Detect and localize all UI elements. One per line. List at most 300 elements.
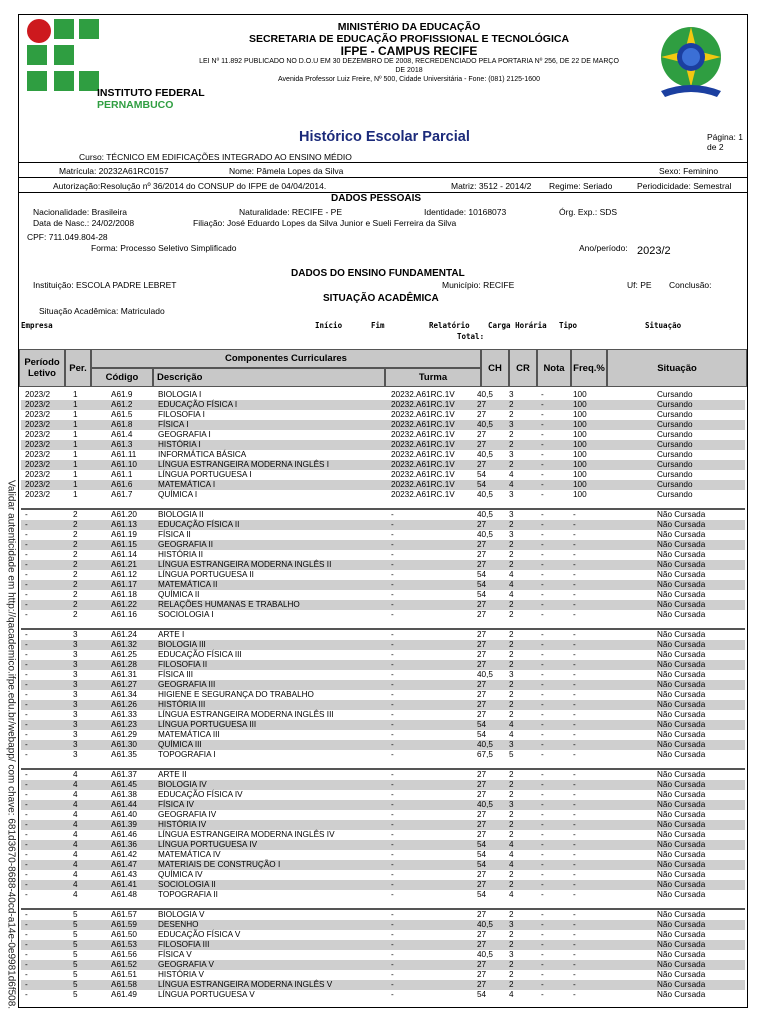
cell-per: 2 xyxy=(73,570,78,579)
cell-per: 2 xyxy=(73,550,78,559)
brazil-coat-of-arms-icon xyxy=(651,21,731,101)
cell-nota: - xyxy=(541,640,544,649)
header-periodo: Período Letivo xyxy=(19,349,65,387)
conclusao: Conclusão: xyxy=(669,280,712,290)
header-descricao: Descrição xyxy=(153,368,385,387)
cell-nota: - xyxy=(541,550,544,559)
cell-nota: - xyxy=(541,560,544,569)
cell-freq: - xyxy=(573,670,576,679)
cell-periodo: - xyxy=(25,800,28,809)
cell-cr: 2 xyxy=(509,770,514,779)
cell-freq: - xyxy=(573,960,576,969)
cell-ch: 54 xyxy=(477,850,487,859)
cell-situacao: Não Cursada xyxy=(657,640,706,649)
cell-periodo: - xyxy=(25,590,28,599)
table-row xyxy=(21,870,745,880)
cell-situacao: Cursando xyxy=(657,460,693,469)
table-row xyxy=(21,490,745,500)
cell-descricao: HISTÓRIA III xyxy=(158,700,206,709)
cell-descricao: GEOGRAFIA V xyxy=(158,960,214,969)
cell-periodo: - xyxy=(25,720,28,729)
header-nota: Nota xyxy=(537,349,571,387)
cell-nota: - xyxy=(541,460,544,469)
cell-per: 1 xyxy=(73,490,78,499)
cell-descricao: BIOLOGIA II xyxy=(158,510,204,519)
org-exp: Órg. Exp.: SDS xyxy=(559,207,618,217)
estagio-total: Total: xyxy=(457,332,485,341)
cell-periodo: - xyxy=(25,560,28,569)
cell-codigo: A61.24 xyxy=(111,630,137,639)
cell-freq: - xyxy=(573,830,576,839)
cell-nota: - xyxy=(541,440,544,449)
cell-per: 5 xyxy=(73,980,78,989)
cell-situacao: Não Cursada xyxy=(657,870,706,879)
cell-cr: 4 xyxy=(509,860,514,869)
cell-periodo: - xyxy=(25,850,28,859)
cell-per: 2 xyxy=(73,560,78,569)
cell-descricao: TOPOGRAFIA I xyxy=(158,750,216,759)
cell-cr: 2 xyxy=(509,910,514,919)
cell-cr: 3 xyxy=(509,530,514,539)
cell-per: 3 xyxy=(73,740,78,749)
cell-situacao: Não Cursada xyxy=(657,860,706,869)
cell-codigo: A61.40 xyxy=(111,810,137,819)
cell-codigo: A61.51 xyxy=(111,970,137,979)
cell-turma: - xyxy=(391,600,394,609)
cell-cr: 2 xyxy=(509,520,514,529)
cell-situacao: Não Cursada xyxy=(657,610,706,619)
cell-cr: 3 xyxy=(509,490,514,499)
table-row xyxy=(21,670,745,680)
cell-cr: 2 xyxy=(509,400,514,409)
cell-cr: 4 xyxy=(509,850,514,859)
cell-codigo: A61.9 xyxy=(111,390,133,399)
cell-per: 4 xyxy=(73,880,78,889)
campus: IFPE - CAMPUS RECIFE xyxy=(340,44,478,58)
cell-per: 5 xyxy=(73,990,78,999)
cell-nota: - xyxy=(541,660,544,669)
cell-descricao: HISTÓRIA V xyxy=(158,970,204,979)
cell-turma: - xyxy=(391,870,394,879)
cell-freq: 100 xyxy=(573,480,587,489)
cell-freq: 100 xyxy=(573,470,587,479)
cell-freq: - xyxy=(573,640,576,649)
cell-codigo: A61.7 xyxy=(111,490,133,499)
cell-periodo: - xyxy=(25,780,28,789)
cell-periodo: - xyxy=(25,710,28,719)
cell-cr: 2 xyxy=(509,960,514,969)
table-row xyxy=(21,990,745,1000)
table-row xyxy=(21,940,745,950)
cell-descricao: MATEMÁTICA III xyxy=(158,730,220,739)
cell-periodo: 2023/2 xyxy=(25,490,51,499)
cell-turma: 20232.A61RC.1V xyxy=(391,430,455,439)
cell-situacao: Cursando xyxy=(657,400,693,409)
cell-ch: 27 xyxy=(477,810,487,819)
cell-ch: 27 xyxy=(477,930,487,939)
cell-nota: - xyxy=(541,410,544,419)
cell-descricao: LÍNGUA ESTRANGEIRA MODERNA INGLÊS IV xyxy=(158,830,335,839)
cell-periodo: - xyxy=(25,910,28,919)
cell-per: 5 xyxy=(73,960,78,969)
cell-turma: 20232.A61RC.1V xyxy=(391,440,455,449)
cell-turma: - xyxy=(391,780,394,789)
cell-situacao: Cursando xyxy=(657,450,693,459)
cell-per: 1 xyxy=(73,410,78,419)
cell-codigo: A61.2 xyxy=(111,400,133,409)
cell-ch: 27 xyxy=(477,940,487,949)
cell-situacao: Não Cursada xyxy=(657,550,706,559)
cell-ch: 40,5 xyxy=(477,450,493,459)
cell-freq: - xyxy=(573,750,576,759)
cell-codigo: A61.58 xyxy=(111,980,137,989)
table-row xyxy=(21,630,745,640)
cell-situacao: Cursando xyxy=(657,410,693,419)
cell-situacao: Não Cursada xyxy=(657,560,706,569)
cell-codigo: A61.15 xyxy=(111,540,137,549)
dados-pessoais-title: DADOS PESSOAIS xyxy=(331,193,422,204)
cell-situacao: Não Cursada xyxy=(657,830,706,839)
cell-ch: 27 xyxy=(477,700,487,709)
uf: Uf: PE xyxy=(627,280,652,290)
authenticity-text: Validar autenticidade em http://qacademico.ifpe.edu.br/webapp/ com chave: 681d3670-8688-40cd-a14e-0e9981d6f508. xyxy=(5,480,17,1010)
cell-turma: - xyxy=(391,680,394,689)
cell-periodo: - xyxy=(25,770,28,779)
cell-turma: - xyxy=(391,830,394,839)
cell-cr: 2 xyxy=(509,540,514,549)
cell-codigo: A61.16 xyxy=(111,610,137,619)
cell-freq: 100 xyxy=(573,390,587,399)
cell-situacao: Cursando xyxy=(657,440,693,449)
cell-ch: 27 xyxy=(477,980,487,989)
cell-situacao: Não Cursada xyxy=(657,890,706,899)
institute-line1: INSTITUTO FEDERAL xyxy=(97,87,205,99)
table-row xyxy=(21,960,745,970)
cell-freq: - xyxy=(573,940,576,949)
cell-situacao: Não Cursada xyxy=(657,780,706,789)
cell-situacao: Não Cursada xyxy=(657,680,706,689)
cell-turma: - xyxy=(391,510,394,519)
cell-ch: 54 xyxy=(477,890,487,899)
header-codigo: Código xyxy=(91,368,153,387)
cell-turma: - xyxy=(391,670,394,679)
cell-nota: - xyxy=(541,970,544,979)
cell-descricao: EDUCAÇÃO FÍSICA III xyxy=(158,650,242,659)
cell-turma: - xyxy=(391,860,394,869)
cell-turma: - xyxy=(391,570,394,579)
cell-descricao: DESENHO xyxy=(158,920,199,929)
cell-ch: 27 xyxy=(477,460,487,469)
cell-descricao: GEOGRAFIA IV xyxy=(158,810,217,819)
cell-cr: 2 xyxy=(509,780,514,789)
cell-nota: - xyxy=(541,930,544,939)
cell-freq: - xyxy=(573,970,576,979)
naturalidade: Naturalidade: RECIFE - PE xyxy=(239,207,342,217)
cell-turma: 20232.A61RC.1V xyxy=(391,410,455,419)
matriz: Matriz: 3512 - 2014/2 xyxy=(451,181,532,191)
cell-per: 1 xyxy=(73,430,78,439)
cell-freq: 100 xyxy=(573,430,587,439)
cell-turma: 20232.A61RC.1V xyxy=(391,470,455,479)
table-row xyxy=(21,740,745,750)
cell-cr: 4 xyxy=(509,890,514,899)
cell-cr: 4 xyxy=(509,730,514,739)
cell-ch: 27 xyxy=(477,410,487,419)
table-row xyxy=(21,440,745,450)
cell-ch: 27 xyxy=(477,650,487,659)
header-turma: Turma xyxy=(385,368,481,387)
cell-ch: 40,5 xyxy=(477,740,493,749)
table-row xyxy=(21,530,745,540)
cell-per: 3 xyxy=(73,670,78,679)
cell-per: 4 xyxy=(73,820,78,829)
cell-situacao: Não Cursada xyxy=(657,660,706,669)
cell-cr: 3 xyxy=(509,950,514,959)
grades-table-body xyxy=(21,390,745,1000)
cell-ch: 27 xyxy=(477,440,487,449)
cell-periodo: - xyxy=(25,580,28,589)
cell-descricao: EDUCAÇÃO FÍSICA IV xyxy=(158,790,243,799)
cell-periodo: - xyxy=(25,860,28,869)
cell-cr: 2 xyxy=(509,440,514,449)
cell-nota: - xyxy=(541,690,544,699)
cell-ch: 54 xyxy=(477,480,487,489)
cell-per: 3 xyxy=(73,710,78,719)
cell-per: 4 xyxy=(73,790,78,799)
cell-situacao: Cursando xyxy=(657,470,693,479)
table-row xyxy=(21,730,745,740)
estagio-inicio-header: Início xyxy=(315,321,343,330)
table-row xyxy=(21,920,745,930)
cell-nota: - xyxy=(541,910,544,919)
cell-nota: - xyxy=(541,860,544,869)
cell-periodo: - xyxy=(25,640,28,649)
cell-per: 3 xyxy=(73,640,78,649)
table-row xyxy=(21,640,745,650)
cell-descricao: HISTÓRIA I xyxy=(158,440,201,449)
cell-freq: - xyxy=(573,720,576,729)
cell-situacao: Não Cursada xyxy=(657,880,706,889)
cell-codigo: A61.30 xyxy=(111,740,137,749)
cell-descricao: FÍSICA I xyxy=(158,420,189,429)
cell-freq: 100 xyxy=(573,420,587,429)
cell-ch: 40,5 xyxy=(477,420,493,429)
cell-freq: - xyxy=(573,930,576,939)
cell-codigo: A61.21 xyxy=(111,560,137,569)
cell-periodo: - xyxy=(25,530,28,539)
cell-ch: 54 xyxy=(477,990,487,999)
cell-nota: - xyxy=(541,670,544,679)
cell-situacao: Não Cursada xyxy=(657,690,706,699)
cell-per: 4 xyxy=(73,850,78,859)
cell-codigo: A61.57 xyxy=(111,910,137,919)
cell-per: 1 xyxy=(73,480,78,489)
cell-per: 1 xyxy=(73,420,78,429)
cell-codigo: A61.20 xyxy=(111,510,137,519)
cell-periodo: 2023/2 xyxy=(25,470,51,479)
cell-per: 3 xyxy=(73,660,78,669)
cell-codigo: A61.35 xyxy=(111,750,137,759)
cell-ch: 40,5 xyxy=(477,490,493,499)
cell-descricao: HIGIENE E SEGURANÇA DO TRABALHO xyxy=(158,690,314,699)
cell-nota: - xyxy=(541,730,544,739)
cell-per: 4 xyxy=(73,830,78,839)
cell-situacao: Cursando xyxy=(657,490,693,499)
cell-codigo: A61.38 xyxy=(111,790,137,799)
cell-situacao: Não Cursada xyxy=(657,980,706,989)
cell-periodo: - xyxy=(25,830,28,839)
cell-periodo: - xyxy=(25,890,28,899)
table-row xyxy=(21,590,745,600)
cell-periodo: - xyxy=(25,680,28,689)
cell-freq: - xyxy=(573,690,576,699)
cell-codigo: A61.14 xyxy=(111,550,137,559)
cell-periodo: - xyxy=(25,690,28,699)
cell-freq: - xyxy=(573,770,576,779)
table-row xyxy=(21,540,745,550)
table-row xyxy=(21,690,745,700)
cell-turma: - xyxy=(391,920,394,929)
cell-situacao: Não Cursada xyxy=(657,670,706,679)
cell-ch: 40,5 xyxy=(477,530,493,539)
cell-ch: 54 xyxy=(477,840,487,849)
cell-descricao: TOPOGRAFIA II xyxy=(158,890,218,899)
cell-per: 3 xyxy=(73,720,78,729)
cell-periodo: - xyxy=(25,920,28,929)
table-row xyxy=(21,520,745,530)
cell-per: 2 xyxy=(73,580,78,589)
cell-periodo: 2023/2 xyxy=(25,420,51,429)
cell-situacao: Não Cursada xyxy=(657,990,706,999)
cell-turma: - xyxy=(391,960,394,969)
cell-ch: 27 xyxy=(477,910,487,919)
cell-periodo: - xyxy=(25,700,28,709)
autorizacao: Autorização:Resolução nº 36/2014 do CONSUP do IFPE de 04/04/2014. xyxy=(53,181,327,191)
cell-codigo: A61.13 xyxy=(111,520,137,529)
cell-turma: - xyxy=(391,840,394,849)
page-number: Página: 1 de 2 xyxy=(707,132,743,152)
cell-descricao: FILOSOFIA III xyxy=(158,940,210,949)
cell-periodo: - xyxy=(25,970,28,979)
law-text: LEI Nº 11.892 PUBLICADO NO D.O.U EM 30 DEZEMBRO DE 2008, RECREDENCIADO PELA PORTARIA Nº 256, DE 22 DE MARÇO DE 2018 xyxy=(199,58,619,74)
cell-codigo: A61.18 xyxy=(111,590,137,599)
cell-codigo: A61.27 xyxy=(111,680,137,689)
cell-freq: - xyxy=(573,660,576,669)
cell-cr: 2 xyxy=(509,980,514,989)
cell-turma: - xyxy=(391,710,394,719)
cell-nota: - xyxy=(541,750,544,759)
cell-descricao: ARTE II xyxy=(158,770,187,779)
cpf: CPF: 711.049.804-28 xyxy=(27,232,108,242)
table-row xyxy=(21,970,745,980)
cell-turma: - xyxy=(391,640,394,649)
cell-descricao: LÍNGUA ESTRANGEIRA MODERNA INGLÊS II xyxy=(158,560,332,569)
cell-turma: - xyxy=(391,650,394,659)
cell-periodo: - xyxy=(25,870,28,879)
cell-codigo: A61.48 xyxy=(111,890,137,899)
table-row xyxy=(21,930,745,940)
cell-situacao: Não Cursada xyxy=(657,570,706,579)
cell-ch: 27 xyxy=(477,550,487,559)
cell-situacao: Não Cursada xyxy=(657,930,706,939)
cell-freq: - xyxy=(573,950,576,959)
cell-codigo: A61.8 xyxy=(111,420,133,429)
cell-freq: - xyxy=(573,730,576,739)
cell-situacao: Não Cursada xyxy=(657,730,706,739)
cell-codigo: A61.46 xyxy=(111,830,137,839)
cell-situacao: Não Cursada xyxy=(657,840,706,849)
cell-situacao: Não Cursada xyxy=(657,910,706,919)
cell-turma: - xyxy=(391,950,394,959)
cell-periodo: - xyxy=(25,990,28,999)
table-row xyxy=(21,830,745,840)
cell-descricao: EDUCAÇÃO FÍSICA I xyxy=(158,400,238,409)
table-row xyxy=(21,880,745,890)
cell-periodo: - xyxy=(25,790,28,799)
cell-nota: - xyxy=(541,870,544,879)
ensino-fundamental-title: DADOS DO ENSINO FUNDAMENTAL xyxy=(291,268,465,279)
cell-turma: - xyxy=(391,610,394,619)
cell-codigo: A61.45 xyxy=(111,780,137,789)
header-cr: CR xyxy=(509,349,537,387)
cell-nota: - xyxy=(541,790,544,799)
cell-nota: - xyxy=(541,840,544,849)
cell-descricao: BIOLOGIA IV xyxy=(158,780,207,789)
cell-periodo: 2023/2 xyxy=(25,450,51,459)
cell-descricao: EDUCAÇÃO FÍSICA V xyxy=(158,930,241,939)
cell-descricao: MATERIAIS DE CONSTRUÇÃO I xyxy=(158,860,281,869)
cell-per: 2 xyxy=(73,590,78,599)
estagio-relatorio-header: Relatório xyxy=(429,321,470,330)
cell-situacao: Cursando xyxy=(657,430,693,439)
address: Avenida Professor Luiz Freire, Nº 500, Cidade Universitária - Fone: (081) 2125-1600 xyxy=(278,76,540,83)
cell-freq: - xyxy=(573,630,576,639)
cell-freq: 100 xyxy=(573,400,587,409)
table-row xyxy=(21,850,745,860)
cell-descricao: FÍSICA II xyxy=(158,530,191,539)
cell-cr: 2 xyxy=(509,710,514,719)
cell-turma: 20232.A61RC.1V xyxy=(391,400,455,409)
data-nascimento: Data de Nasc.: 24/02/2008 xyxy=(33,218,135,228)
cell-situacao: Não Cursada xyxy=(657,530,706,539)
table-row xyxy=(21,860,745,870)
cell-per: 2 xyxy=(73,520,78,529)
cell-periodo: - xyxy=(25,750,28,759)
cell-cr: 2 xyxy=(509,870,514,879)
cell-cr: 2 xyxy=(509,680,514,689)
cell-ch: 54 xyxy=(477,470,487,479)
cell-per: 2 xyxy=(73,530,78,539)
cell-per: 1 xyxy=(73,390,78,399)
cell-nota: - xyxy=(541,580,544,589)
cell-turma: - xyxy=(391,980,394,989)
cell-ch: 27 xyxy=(477,880,487,889)
cell-descricao: RELAÇÕES HUMANAS E TRABALHO xyxy=(158,600,300,609)
nacionalidade: Nacionalidade: Brasileira xyxy=(33,207,128,217)
cell-periodo: - xyxy=(25,630,28,639)
cell-ch: 40,5 xyxy=(477,510,493,519)
cell-descricao: QUÍMICA IV xyxy=(158,870,203,879)
student-name: Nome: Pâmela Lopes da Silva xyxy=(229,166,344,176)
cell-nota: - xyxy=(541,920,544,929)
table-row xyxy=(21,710,745,720)
cell-ch: 27 xyxy=(477,600,487,609)
table-row xyxy=(21,390,745,400)
cell-descricao: INFORMÁTICA BÁSICA xyxy=(158,450,247,459)
cell-per: 5 xyxy=(73,950,78,959)
cell-nota: - xyxy=(541,770,544,779)
table-row xyxy=(21,510,745,520)
